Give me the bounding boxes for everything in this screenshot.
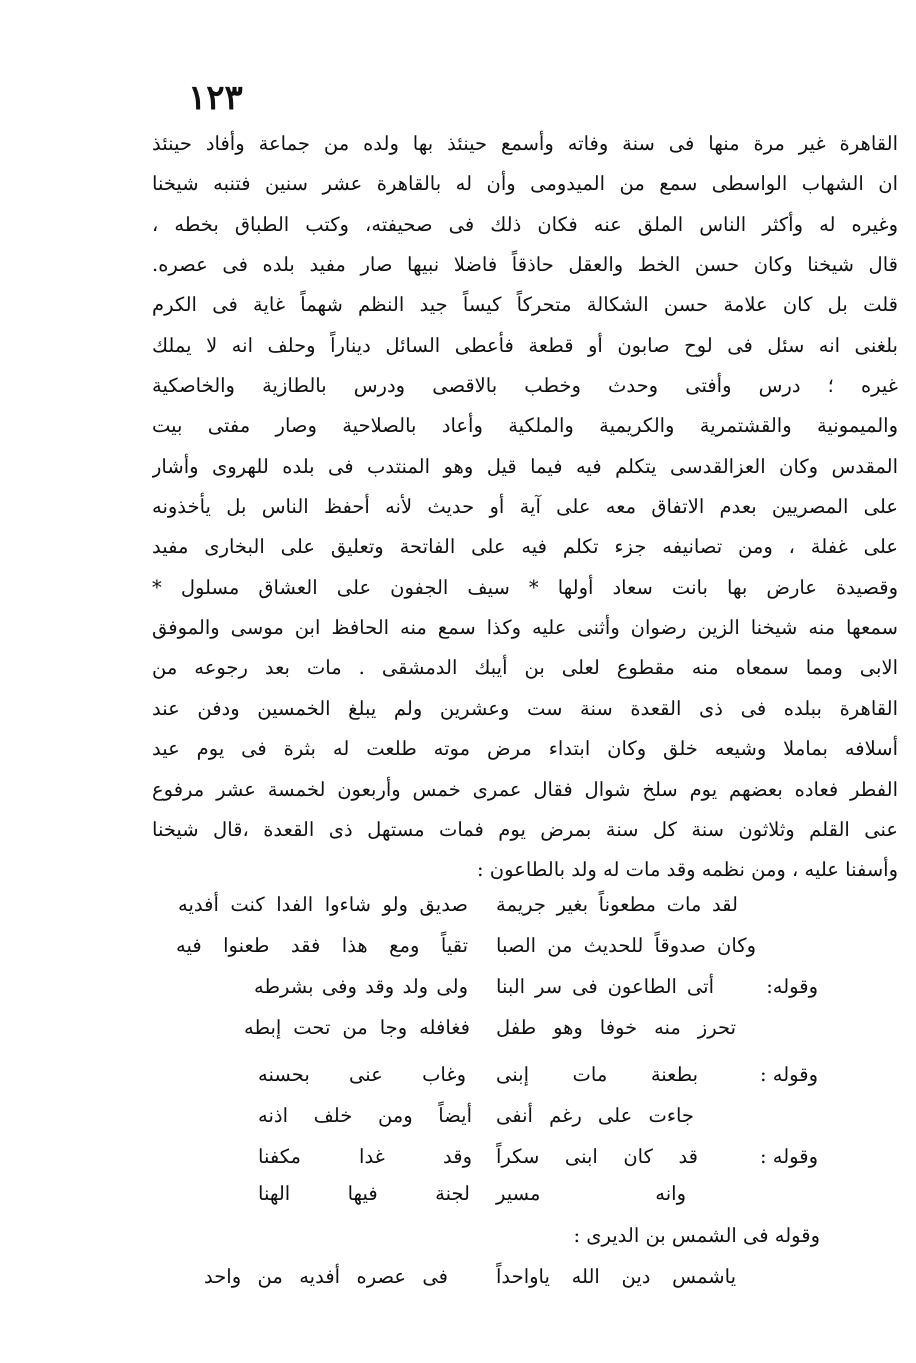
- prose-line: أسلافه بماملا وشيعه خلق وكان ابتداء مرض موته طلعت له بثرة فى يوم عيد: [152, 737, 898, 761]
- verse-left-hemistich: ولى ولد وقد وفى بشرطه: [254, 975, 468, 998]
- verse-right-hemistich: بطعنة مات إبنى: [496, 1063, 698, 1086]
- verse-left-hemistich: أيضاً ومن خلف اذنه: [258, 1104, 472, 1127]
- verse-right-hemistich: لقد مات مطعوناً بغير جريمة: [496, 893, 738, 916]
- verse-right-hemistich: وانه مسير: [496, 1182, 686, 1205]
- prose-line: غيره ؛ درس وأفتى وحدث وخطب بالاقصى ودرس بالطازية والخاصكية: [152, 374, 898, 398]
- prose-line: قال شيخنا وكان حسن الخط والعقل حاذقاً فاضلا نبيها صار مفيد بلده فى عصره.: [152, 253, 898, 277]
- verse-right-hemistich: جاءت على رغم أنفى: [496, 1104, 694, 1127]
- prose-line: على المصريين بعدم الاتفاق معه على آية أو حديث لأنه أحفظ الناس بل يأخذونه: [152, 495, 898, 519]
- verse-left-hemistich: وقد غدا مكفنا: [258, 1145, 472, 1168]
- verse-right-hemistich: تحرز منه خوفا وهو طفل: [496, 1016, 736, 1039]
- prose-line: الابى ومما سمعاه منه مقطوع لعلى بن أيبك الدمشقى . مات بعد رجوعه من: [152, 656, 898, 680]
- prose-line: المقدس وكان العزالقدسى يتكلم فيه فيما قيل وهو المنتدب فى بلده للهروى وأشار: [152, 454, 898, 478]
- verse-left-hemistich: تقياً ومع هذا فقد طعنوا فيه: [176, 934, 468, 957]
- verse-intro: وقوله:: [766, 975, 818, 998]
- verse-left-hemistich: لجنة فيها الهنا: [258, 1182, 470, 1205]
- prose-line: بلغنى انه سئل فى لوح صابون أو قطعة فأعطى السائل ديناراً وحلف انه لا يملك: [152, 333, 898, 357]
- prose-line: عنى القلم وثلاثون سنة كل سنة بمرض يوم فمات مستهل ذى القعدة ،قال شيخنا: [152, 817, 898, 841]
- prose-line: القاهرة غير مرة منها فى سنة وفاته وأسمع حينئذ بها ولده من جماعة وأفاد حينئذ: [152, 132, 898, 155]
- prose-line: الفطر فعاده بعضهم يوم سلخ شوال فقال عمرى خمس وأربعون لخمسة عشر مرفوع: [152, 777, 898, 801]
- prose-line: سمعها منه شيخنا الزين رضوان وأثنى عليه وكذا سمع منه الحافظ ابن موسى والموفق: [152, 616, 898, 640]
- prose-line: وأسفنا عليه ، ومن نظمه وقد مات له ولد بالطاعون :: [477, 858, 898, 882]
- prose-line: قلت بل كان علامة حسن الشكالة متحركاً كيساً جيد النظم شهماً غاية فى الكرم: [152, 293, 898, 317]
- page-number: ١٢٣: [188, 78, 243, 118]
- verse-right-hemistich: وكان صدوقاً للحديث من الصبا: [496, 934, 756, 957]
- verse-left-hemistich: فغافله وجا من تحت إبطه: [244, 1016, 470, 1039]
- prose-line: والميمونية والقشتمرية والكريمية والملكية وأعاد بالصلاحية وصار مفتى بيت: [152, 414, 898, 438]
- prose-line: على غفلة ، ومن تصانيفه جزء تكلم فيه على الفاتحة وتعليق على البخارى مفيد: [152, 535, 898, 559]
- verse-left-hemistich: صديق ولو شاءوا الفدا كنت أفديه: [178, 893, 468, 916]
- verse-left-hemistich: فى عصره أفديه من واحد: [204, 1265, 448, 1288]
- prose-line: وقصيدة عارض بها بانت سعاد أولها * سيف الجفون على العشاق مسلول *: [152, 575, 898, 599]
- prose-line: القاهرة ببلده فى ذى القعدة سنة ست وعشرين ولم يبلغ الخمسين ودفن عند: [152, 696, 898, 720]
- verse-intro: وقوله :: [760, 1063, 818, 1086]
- verse-intro: وقوله :: [760, 1145, 818, 1168]
- verse-right-hemistich: أتى الطاعون فى سر البنا: [496, 975, 714, 998]
- verse-intro: وقوله فى الشمس بن الديرى :: [573, 1224, 820, 1247]
- prose-line: وغيره له وأكثر الناس الملق عنه فكان ذلك فى صحيفته، وكتب الطباق بخطه ،: [152, 212, 898, 236]
- verse-left-hemistich: وغاب عنى بحسنه: [258, 1063, 466, 1086]
- prose-line: ان الشهاب الواسطى سمع من الميدومى وأن له بالقاهرة عشر سنين فتنبه شيخنا: [152, 172, 898, 196]
- verse-right-hemistich: ياشمس دين الله ياواحداً: [496, 1265, 736, 1288]
- verse-right-hemistich: قد كان ابنى سكراً: [496, 1145, 698, 1168]
- prose-block: [152, 124, 898, 891]
